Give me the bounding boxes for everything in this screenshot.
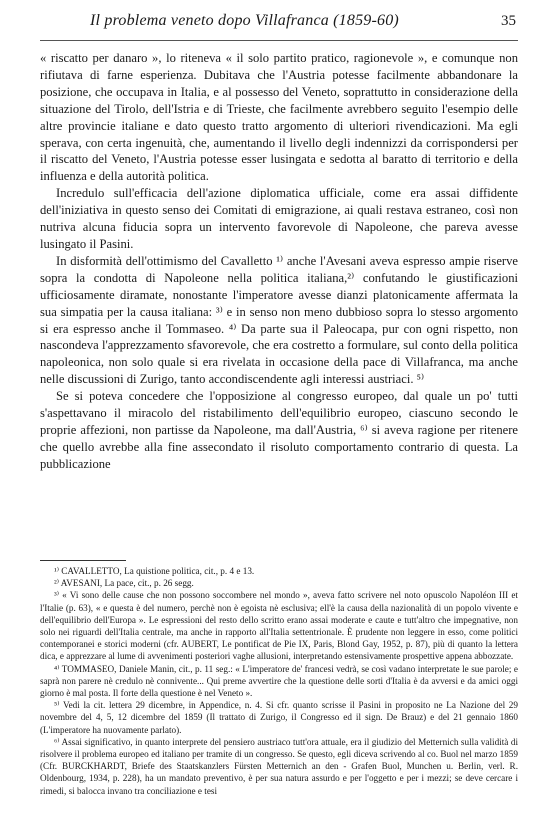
footnote-rule xyxy=(40,560,126,561)
footnote: ⁶⁾ Assai significativo, in quanto interprete del pensiero austriaco tutt'ora attuale, era il giudizio del Metternich sulla validità di risolvere il problema europeo ed italiano per tramite di un congresso. Se questo, egli diceva scrivendo al co. Buol nel marzo 1859 (Cfr. BURCKHARDT, Briefe des Staatskanzlers Fürsten Metternich an den - Grafen Buol, Munchen u. Berlin, verl. R. Oldenbourg, 1934, p. 228), ha un mandato preventivo, è per sua natura assurdo e per l'oggetto e per i mezzi; se deve cercare i rimedi, si balocca invano tra conciliazione e tesi xyxy=(40,736,518,796)
footnote: ¹⁾ CAVALLETTO, La quistione politica, cit., p. 4 e 13. xyxy=(54,566,255,576)
paragraph: « riscatto per danaro », lo riteneva « il solo partito pratico, ragionevole », e comunque non rifiutava di farne esperienza. Dubitava che l'Austria potesse facilmente abbandonare la posizione, che occupava in Italia, e al possesso del Veneto, soprattutto in considerazione della situazione del Tirolo, dell'Istria e di Trieste, che facilmente avrebbero seguito l'esempio delle altre provincie italiane e dato questo tratto argomento di ulteriori rivendicazioni. Ma egli sperava, con certa ingenuità, che, aumentando il livello degli indennizzi da corrispondersi per il riscatto del Veneto, l'Austria potesse esser lusingata e sedotta al baratto di territorio e della influenza e della autorità politica. xyxy=(40,51,518,184)
footnote: ²⁾ AVESANI, La pace, cit., p. 26 segg. xyxy=(54,578,194,589)
page-number: 35 xyxy=(501,13,516,29)
running-header xyxy=(52,12,516,36)
footnote: ⁴⁾ TOMMASEO, Daniele Manin, cit., p. 11 seg.: « L'imperatore de' francesi vedrà, se così vadano interpretate le sue parole; e saprà non parere nè credulo nè connivente... Qui preme avvertire che la questione delle sorti d'Italia è da avversi e da amici oggi giorno è mal posta. Il forte della questione è nel Veneto ». xyxy=(40,663,518,699)
paragraph: In disformità dell'ottimismo del Cavalletto ¹⁾ anche l'Avesani aveva espresso ampie riserve sopra la condotta di Napoleone nella politica italiana,²⁾ confutando le giustificazioni ufficiosamente diramate, nonostante l'imperatore avesse dianzi platonicamente affermata la sua simpatia per la causa italiana: ³⁾ e in senso non meno dubbioso sopra lo stesso argomento si era espresso anche il Tommaseo. ⁴⁾ Da parte sua il Paleocapa, pur con ogni rispetto, non nascondeva l'apprezzamento sfavorevole, che era costretto a formulare, sul conto della politica napoleonica, non solo quale si era rivelata in occasione della pace di Villafranca, ma anche nelle discussioni di Zurigo, tanto accondiscendente agli interessi austriaci. ⁵⁾ xyxy=(40,253,518,387)
body-text xyxy=(40,50,518,473)
footnotes xyxy=(40,565,518,797)
footnote: ³⁾ « Vi sono delle cause che non possono soccombere nel mondo », aveva fatto scrivere nel noto opuscolo Napoléon III et l'Italie (p. 63), « e questa è del numero, perchè non è egoista nè esclusiva; ell'è la causa della nazionalità di un popolo vivente e dell'equilibrio dell'Europa ». Le espressioni del resto dello scritto erano assai moderate e caute e tutt'altro che impegnative, non solo nei riguardi dell'Italia centrale, ma anche in rapporto all'Italia settentrionale. È prudente non leggere in esso, come politici contemporanei e storici moderni (cfr. AUBERT, Le pontificat de Pie IX, Paris, Blond Gay, 1952, p. 87), più di quanto la lettera dica, e apprezzare al lume di avvenimenti posteriori vaghe allusioni, interpretando estensivamente prospettive appena abbozzate. xyxy=(40,590,518,662)
paragraph: Se si poteva concedere che l'opposizione al congresso europeo, dal quale un po' tutti s'aspettavano il miracolo del ristabilimento dell'equilibrio europeo, ciascuno secondo le proprie affezioni, non partisse da Napoleone, ma dall'Austria, ⁶⁾ si aveva ragione per ritenere che quello avrebbe alla fine assecondato il risoluto comportamento contrario di questa. La pubblicazione xyxy=(40,389,518,471)
footnote: ⁵⁾ Vedi la cit. lettera 29 dicembre, in Appendice, n. 4. Si cfr. quanto scrisse il Pasini in proposito ne La Nazione del 29 novembre del 4, 5, 12 dicembre del 1859 (Il trattato di Zurigo, il Congresso ed il sign. De Brauz) e del 21 gennaio 1860 (L'imperatore ha nuovamente parlato). xyxy=(40,700,518,735)
header-rule xyxy=(40,40,518,41)
running-title: Il problema veneto dopo Villafranca (1859-60) xyxy=(90,12,399,29)
paragraph: Incredulo sull'efficacia dell'azione diplomatica ufficiale, come era assai diffidente dell'iniziativa in questo senso dei Comitati di emigrazione, ai quali restava estraneo, così non nutriva alcuna fiducia sopra un intervento favorevole di Napoleone, che pareva avesse lusingato il Pasini. xyxy=(40,186,518,251)
